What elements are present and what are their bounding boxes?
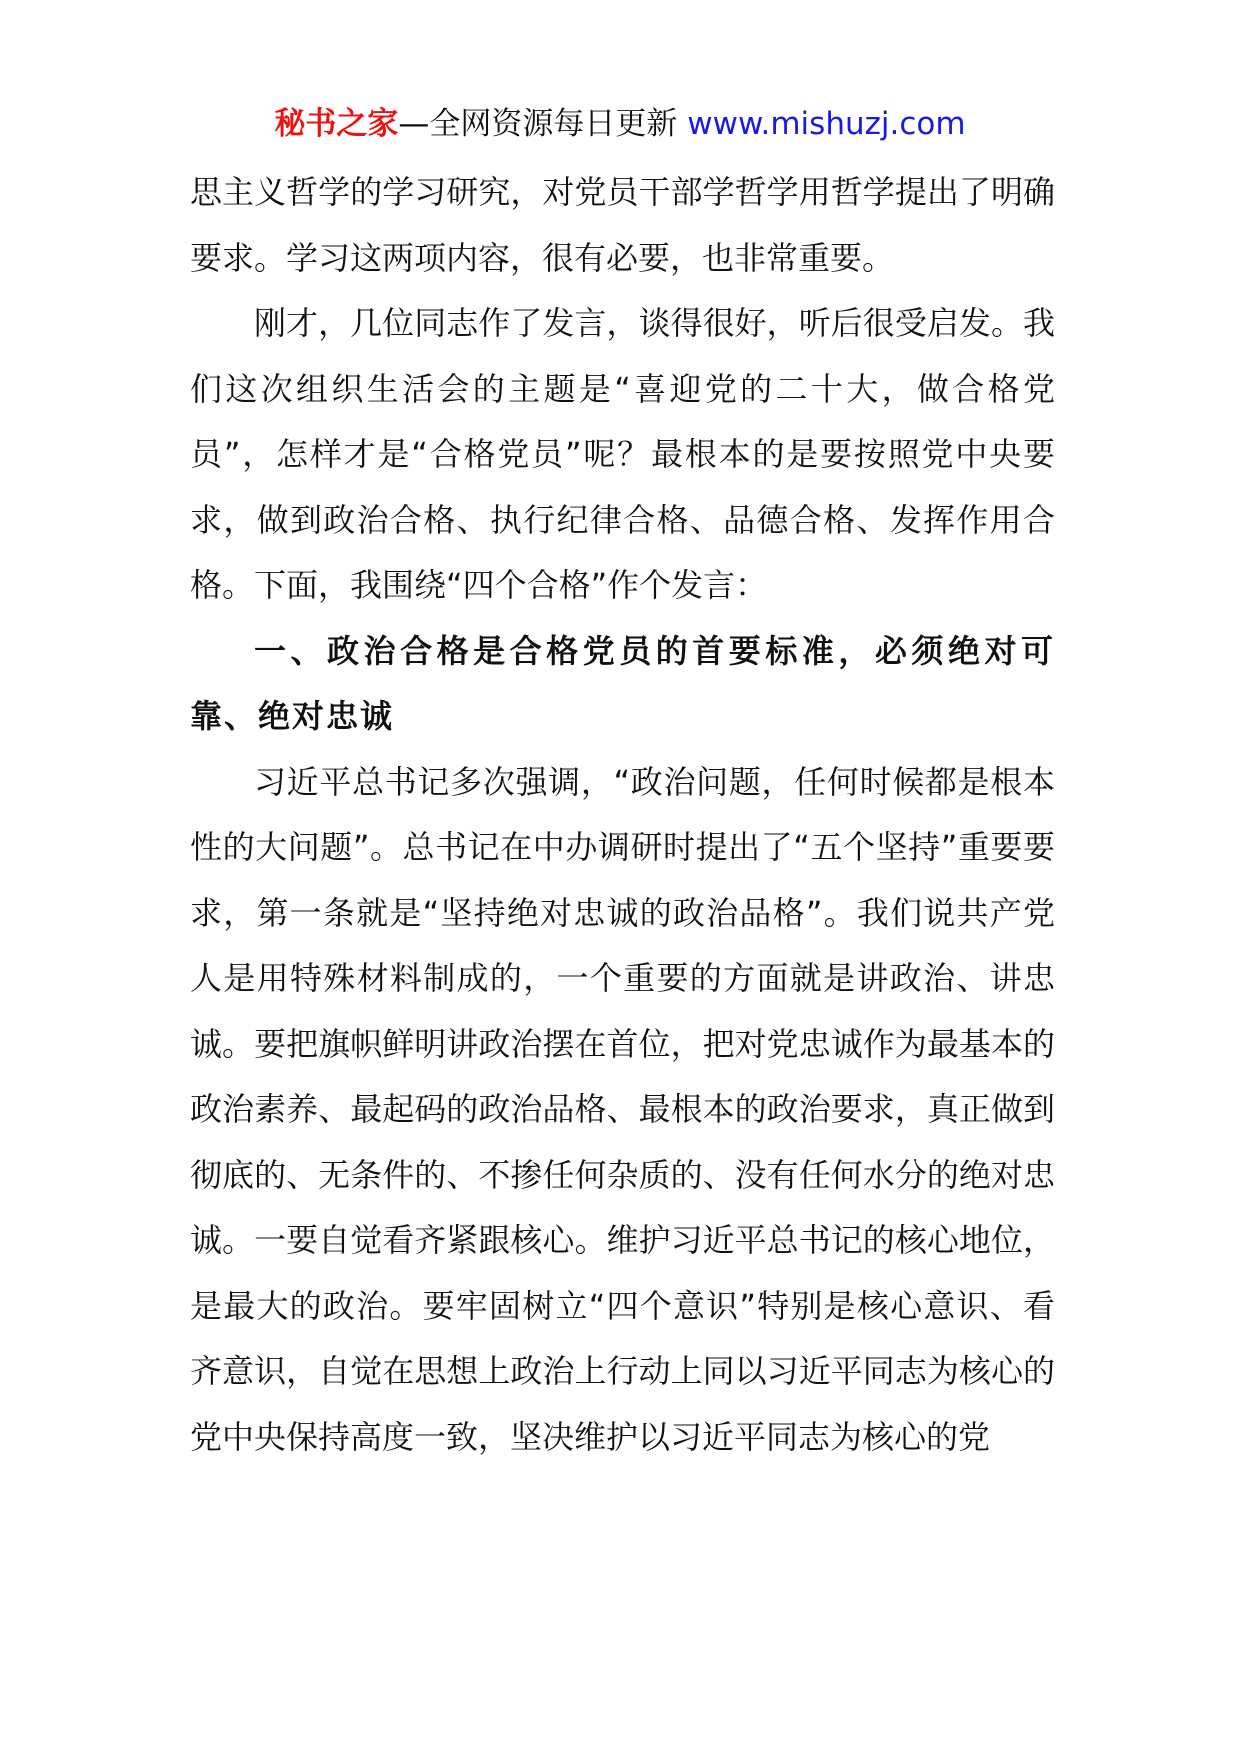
section-heading: 一、政治合格是合格党员的首要标准，必须绝对可靠、绝对忠诚 <box>190 631 1055 735</box>
document-body <box>190 160 1055 1470</box>
site-url-link[interactable]: www.mishuzj.com <box>687 106 966 142</box>
paragraph-continued: 思主义哲学的学习研究，对党员干部学哲学用哲学提出了明确要求。学习这两项内容，很有必要，也非常重要。 <box>190 173 1055 277</box>
site-header <box>0 100 1240 148</box>
site-brand: 秘书之家 <box>274 106 399 142</box>
paragraph: 习近平总书记多次强调，“政治问题，任何时候都是根本性的大问题”。总书记在中办调研时提出了“五个坚持”重要要求，第一条就是“坚持绝对忠诚的政治品格”。我们说共产党人是用特殊材料制成的，一个重要的方面就是讲政治、讲忠诚。要把旗帜鲜明讲政治摆在首位，把对党忠诚作为最基本的政治素养、最起码的政治品格、最根本的政治要求，真正做到彻底的、无条件的、不掺任何杂质的、没有任何水分的绝对忠诚。一要自觉看齐紧跟核心。维护习近平总书记的核心地位，是最大的政治。要牢固树立“四个意识”特别是核心意识、看齐意识，自觉在思想上政治上行动上同以习近平同志为核心的党中央保持高度一致，坚决维护以习近平同志为核心的党 <box>190 762 1055 1456</box>
paragraph: 刚才，几位同志作了发言，谈得很好，听后很受启发。我们这次组织生活会的主题是“喜迎党的二十大，做合格党员”，怎样才是“合格党员”呢？最根本的是要按照党中央要求，做到政治合格、执行纪律合格、品德合格、发挥作用合格。下面，我围绕“四个合格”作个发言： <box>190 304 1055 604</box>
site-tagline: —全网资源每日更新 <box>398 106 688 142</box>
